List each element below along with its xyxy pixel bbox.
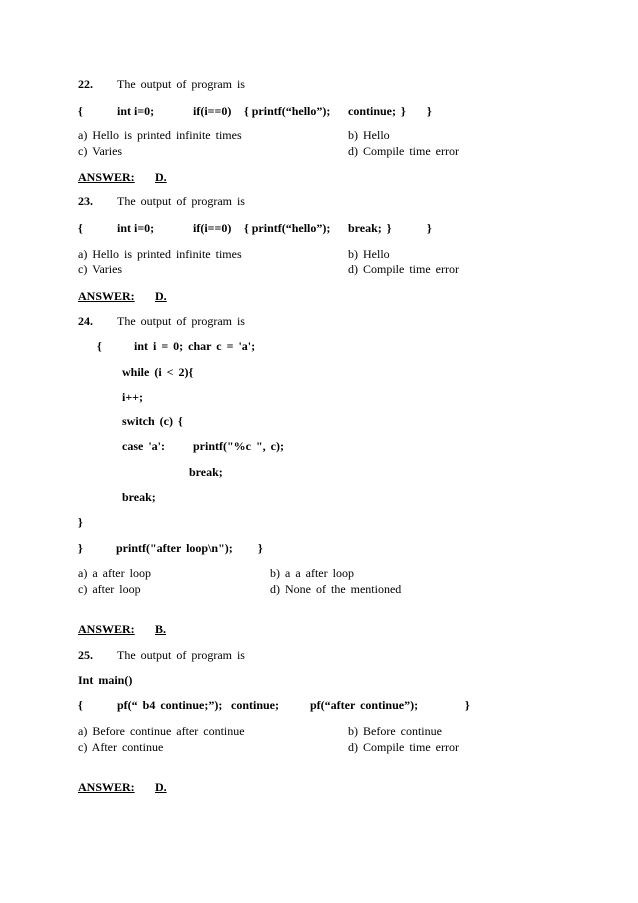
- q23-code-printf: { printf(“hello”);: [244, 221, 331, 235]
- q25-answer-label: ANSWER:: [78, 780, 135, 794]
- q22-option-c: c) Varies: [78, 144, 123, 158]
- q24-answer-value: B.: [155, 622, 167, 636]
- q25-code-continue: continue;: [231, 698, 279, 712]
- q23-code-close: }: [427, 221, 432, 235]
- q25-option-c: c) After continue: [78, 740, 164, 754]
- q23-code-if: if(i==0): [193, 221, 232, 235]
- q22-code-continue: continue; }: [348, 104, 406, 118]
- q24-code-increment: i++;: [122, 390, 144, 404]
- q24-option-a: a) a after loop: [78, 566, 151, 580]
- q25-code-pf-after: pf(“after continue”);: [310, 698, 419, 712]
- q23-code-open: {: [78, 221, 83, 235]
- q24-code-close-1: }: [78, 515, 83, 529]
- q24-code-close-2: }: [78, 541, 83, 555]
- q24-code-open: {: [97, 339, 102, 353]
- q24-code-final-printf: printf("after loop\n");: [116, 541, 233, 555]
- q24-option-b: b) a a after loop: [270, 566, 354, 580]
- q24-code-while: while (i < 2){: [122, 365, 194, 379]
- q23-option-b: b) Hello: [348, 247, 390, 261]
- q22-answer-label: ANSWER:: [78, 170, 135, 184]
- q24-option-c: c) after loop: [78, 582, 141, 596]
- q23-answer-label: ANSWER:: [78, 289, 135, 303]
- q22-code-if: if(i==0): [193, 104, 232, 118]
- question-22-prompt: The output of program is: [117, 77, 245, 91]
- q24-code-close-3: }: [258, 541, 263, 555]
- q22-option-d: d) Compile time error: [348, 144, 459, 158]
- question-23-number: 23.: [78, 194, 93, 208]
- q24-code-case: case 'a':: [122, 439, 165, 453]
- q24-code-decl: int i = 0; char c = 'a';: [134, 339, 256, 353]
- q25-option-b: b) Before continue: [348, 724, 442, 738]
- q22-code-open: {: [78, 104, 83, 118]
- q24-option-d: d) None of the mentioned: [270, 582, 402, 596]
- q25-code-open: {: [78, 698, 83, 712]
- question-24-prompt: The output of program is: [117, 314, 245, 328]
- q25-answer-value: D.: [155, 780, 167, 794]
- q22-answer-value: D.: [155, 170, 167, 184]
- q22-code-decl: int i=0;: [117, 104, 155, 118]
- question-24-number: 24.: [78, 314, 93, 328]
- q23-code-decl: int i=0;: [117, 221, 155, 235]
- q22-option-b: b) Hello: [348, 128, 390, 142]
- q23-code-break: break; }: [348, 221, 392, 235]
- q25-main-signature: Int main(): [78, 673, 133, 687]
- q23-option-d: d) Compile time error: [348, 262, 459, 276]
- q25-option-a: a) Before continue after continue: [78, 724, 245, 738]
- q22-code-close: }: [427, 104, 432, 118]
- q24-code-inner-break: break;: [189, 465, 223, 479]
- q25-option-d: d) Compile time error: [348, 740, 459, 754]
- question-22-number: 22.: [78, 77, 93, 91]
- q23-option-c: c) Varies: [78, 262, 123, 276]
- q23-answer-value: D.: [155, 289, 167, 303]
- q25-code-close: }: [465, 698, 470, 712]
- question-25-number: 25.: [78, 648, 93, 662]
- question-25-prompt: The output of program is: [117, 648, 245, 662]
- q24-answer-label: ANSWER:: [78, 622, 135, 636]
- q23-option-a: a) Hello is printed infinite times: [78, 247, 242, 261]
- question-23-prompt: The output of program is: [117, 194, 245, 208]
- q22-option-a: a) Hello is printed infinite times: [78, 128, 242, 142]
- q24-code-printf: printf("%c ", c);: [193, 439, 284, 453]
- q24-code-switch: switch (c) {: [122, 414, 183, 428]
- q25-code-pf-before: pf(“ b4 continue;”);: [117, 698, 223, 712]
- q22-code-printf: { printf(“hello”);: [244, 104, 331, 118]
- q24-code-outer-break: break;: [122, 490, 156, 504]
